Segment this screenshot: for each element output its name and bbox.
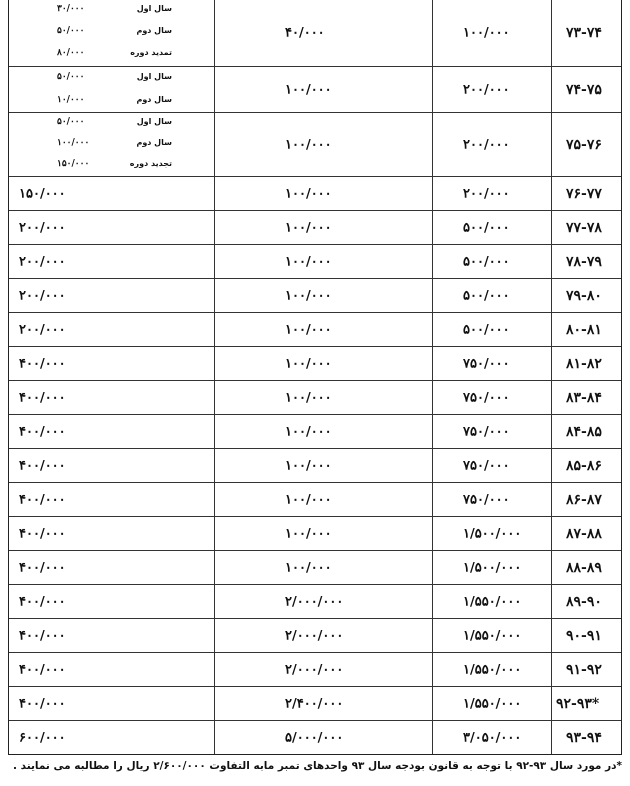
cell-col3-value: ۱۰۰/۰۰۰ — [285, 137, 332, 152]
cell-col2 — [432, 0, 551, 66]
cell-col2-value: ۱/۵۰۰/۰۰۰ — [463, 560, 522, 575]
cell-col2-value: ۵۰۰/۰۰۰ — [463, 322, 510, 337]
cell-col2 — [432, 585, 551, 618]
note-line — [9, 23, 214, 43]
cell-year-value: ۸۴-۸۵ — [566, 423, 602, 440]
cell-year-value: ۷۳-۷۴ — [566, 25, 602, 41]
cell-year — [551, 551, 621, 584]
cell-col3 — [214, 245, 432, 278]
cell-col4-value: ۲۰۰/۰۰۰ — [19, 254, 66, 269]
cell-col3-value: ۱۰۰/۰۰۰ — [285, 322, 332, 337]
cell-col4 — [9, 483, 214, 516]
cell-col4-value: ۲۰۰/۰۰۰ — [19, 288, 66, 303]
cell-col2 — [432, 381, 551, 414]
cell-col3-value: ۲/۰۰۰/۰۰۰ — [285, 594, 344, 609]
note-line — [9, 1, 214, 21]
cell-col4 — [9, 381, 214, 414]
cell-col4 — [9, 177, 214, 210]
cell-col3-value: ۲/۰۰۰/۰۰۰ — [285, 628, 344, 643]
cell-year-value: ۸۶-۸۷ — [566, 491, 602, 508]
cell-col2-value: ۱۰۰/۰۰۰ — [463, 25, 510, 41]
table-row — [9, 112, 621, 176]
cell-col3-value: ۵/۰۰۰/۰۰۰ — [285, 730, 344, 745]
note-amount: ۱۵۰/۰۰۰ — [57, 159, 90, 170]
cell-col2 — [432, 245, 551, 278]
table-row — [9, 584, 621, 618]
cell-col3 — [214, 113, 432, 176]
cell-col4 — [9, 619, 214, 652]
cell-col2-value: ۲۰۰/۰۰۰ — [463, 186, 510, 201]
table-row — [9, 278, 621, 312]
cell-col4 — [9, 517, 214, 550]
cell-col2-value: ۷۵۰/۰۰۰ — [463, 356, 510, 371]
table-row — [9, 66, 621, 112]
table-row — [9, 414, 621, 448]
cell-col2 — [432, 113, 551, 176]
cell-year — [551, 517, 621, 550]
cell-col3-value: ۱۰۰/۰۰۰ — [285, 526, 332, 541]
cell-col2-value: ۷۵۰/۰۰۰ — [463, 458, 510, 473]
cell-year — [551, 585, 621, 618]
cell-year-value: ۹۱-۹۲ — [566, 661, 602, 678]
cell-col2-value: ۲۰۰/۰۰۰ — [463, 137, 510, 152]
note-line — [9, 45, 214, 65]
cell-col4-value: ۴۰۰/۰۰۰ — [19, 390, 66, 405]
cell-col3-value: ۴۰/۰۰۰ — [285, 25, 325, 41]
cell-col4-value: ۴۰۰/۰۰۰ — [19, 458, 66, 473]
cell-col4-value: ۴۰۰/۰۰۰ — [19, 696, 66, 711]
note-amount: ۸۰/۰۰۰ — [57, 48, 85, 58]
cell-col4 — [9, 653, 214, 686]
table-row — [9, 618, 621, 652]
cell-col3-value: ۱۰۰/۰۰۰ — [285, 288, 332, 303]
cell-year — [551, 0, 621, 66]
cell-col3 — [214, 653, 432, 686]
cell-year-value: ۸۸-۸۹ — [566, 559, 602, 576]
table-row — [9, 516, 621, 550]
cell-year — [551, 415, 621, 448]
cell-year — [551, 619, 621, 652]
cell-col2 — [432, 687, 551, 720]
fee-table — [8, 0, 622, 755]
cell-col3-value: ۱۰۰/۰۰۰ — [285, 186, 332, 201]
cell-col3 — [214, 67, 432, 112]
cell-col2-value: ۲۰۰/۰۰۰ — [463, 82, 510, 97]
table-row — [9, 448, 621, 482]
cell-col3 — [214, 177, 432, 210]
table-row — [9, 720, 621, 754]
cell-col2 — [432, 67, 551, 112]
cell-year — [551, 177, 621, 210]
cell-col2-value: ۷۵۰/۰۰۰ — [463, 424, 510, 439]
note-amount: ۱۰۰/۰۰۰ — [57, 138, 90, 148]
cell-col3 — [214, 517, 432, 550]
cell-col4 — [9, 551, 214, 584]
cell-col4 — [9, 113, 214, 176]
cell-col4 — [9, 67, 214, 112]
cell-col3-value: ۲/۴۰۰/۰۰۰ — [285, 696, 344, 711]
cell-col3 — [214, 0, 432, 66]
note-line — [9, 92, 214, 112]
cell-col4 — [9, 279, 214, 312]
cell-col3 — [214, 687, 432, 720]
cell-col4 — [9, 313, 214, 346]
cell-year-value: ۷۷-۷۸ — [566, 219, 602, 236]
table-row — [9, 346, 621, 380]
cell-year-value: ۸۹-۹۰ — [566, 593, 602, 610]
cell-col2 — [432, 177, 551, 210]
cell-col2-value: ۱/۵۵۰/۰۰۰ — [463, 628, 522, 643]
table-row — [9, 686, 621, 720]
cell-col3-value: ۱۰۰/۰۰۰ — [285, 492, 332, 507]
cell-col3-value: ۱۰۰/۰۰۰ — [285, 82, 332, 97]
cell-col3-value: ۱۰۰/۰۰۰ — [285, 220, 332, 235]
cell-col4-value: ۲۰۰/۰۰۰ — [19, 220, 66, 235]
cell-year — [551, 211, 621, 244]
cell-col4 — [9, 687, 214, 720]
table-row — [9, 0, 621, 66]
cell-col2-value: ۳/۰۵۰/۰۰۰ — [463, 730, 522, 745]
cell-col3 — [214, 619, 432, 652]
cell-year — [551, 687, 621, 720]
note-label: سال دوم — [136, 26, 172, 35]
cell-col3 — [214, 313, 432, 346]
cell-year-value: ۸۵-۸۶ — [566, 457, 602, 474]
note-label: سال دوم — [136, 138, 172, 147]
cell-col2-value: ۱/۵۵۰/۰۰۰ — [463, 594, 522, 609]
cell-col4-value: ۴۰۰/۰۰۰ — [19, 560, 66, 575]
cell-year — [551, 279, 621, 312]
table-row — [9, 312, 621, 346]
cell-col2 — [432, 449, 551, 482]
note-amount: ۳۰/۰۰۰ — [57, 4, 85, 14]
cell-year-value: ۷۴-۷۵ — [566, 81, 602, 98]
note-label: سال اول — [136, 4, 172, 13]
cell-col3-value: ۲/۰۰۰/۰۰۰ — [285, 662, 344, 677]
cell-year-value: ۹۰-۹۱ — [566, 627, 602, 644]
cell-col2 — [432, 517, 551, 550]
cell-col4-value: ۴۰۰/۰۰۰ — [19, 628, 66, 643]
table-row — [9, 176, 621, 210]
table-row — [9, 652, 621, 686]
cell-year-value: ۸۱-۸۲ — [566, 355, 602, 372]
cell-col2-value: ۵۰۰/۰۰۰ — [463, 254, 510, 269]
note-amount: ۵۰/۰۰۰ — [57, 116, 85, 127]
cell-col4 — [9, 721, 214, 754]
cell-col2 — [432, 721, 551, 754]
table-row — [9, 482, 621, 516]
cell-col2 — [432, 347, 551, 380]
cell-col4 — [9, 245, 214, 278]
cell-year-value: ۷۵-۷۶ — [566, 136, 602, 153]
table-row — [9, 550, 621, 584]
cell-col3-value: ۱۰۰/۰۰۰ — [285, 424, 332, 439]
cell-col3-value: ۱۰۰/۰۰۰ — [285, 390, 332, 405]
cell-col4 — [9, 0, 214, 66]
cell-col3-value: ۱۰۰/۰۰۰ — [285, 356, 332, 371]
cell-col4-value: ۴۰۰/۰۰۰ — [19, 526, 66, 541]
cell-col3 — [214, 449, 432, 482]
note-line — [9, 114, 214, 134]
note-amount: ۵۰/۰۰۰ — [57, 71, 85, 82]
cell-col4-value: ۶۰۰/۰۰۰ — [19, 730, 66, 745]
note-label: سال دوم — [136, 94, 172, 104]
cell-year — [551, 483, 621, 516]
cell-year — [551, 721, 621, 754]
cell-year — [551, 313, 621, 346]
cell-year-value: ۷۸-۷۹ — [566, 253, 602, 270]
cell-year — [551, 381, 621, 414]
cell-col2-value: ۷۵۰/۰۰۰ — [463, 492, 510, 507]
cell-col2-value: ۷۵۰/۰۰۰ — [463, 390, 510, 405]
cell-col3 — [214, 551, 432, 584]
cell-col3 — [214, 347, 432, 380]
cell-col4 — [9, 347, 214, 380]
cell-col4 — [9, 211, 214, 244]
cell-col2-value: ۵۰۰/۰۰۰ — [463, 220, 510, 235]
note-label: سال اول — [136, 71, 172, 81]
cell-col2 — [432, 279, 551, 312]
cell-year — [551, 67, 621, 112]
cell-col3 — [214, 721, 432, 754]
cell-col2-value: ۱/۵۵۰/۰۰۰ — [463, 696, 522, 711]
cell-year — [551, 347, 621, 380]
cell-col4-value: ۴۰۰/۰۰۰ — [19, 424, 66, 439]
cell-year-value: ۸۳-۸۴ — [566, 389, 602, 406]
note-label: سال اول — [136, 116, 172, 126]
cell-col4-value: ۲۰۰/۰۰۰ — [19, 322, 66, 337]
cell-col2 — [432, 415, 551, 448]
cell-col3 — [214, 211, 432, 244]
table-row — [9, 244, 621, 278]
cell-year-value: ۷۶-۷۷ — [566, 185, 602, 202]
cell-year — [551, 449, 621, 482]
cell-col3 — [214, 415, 432, 448]
note-amount: ۱۰/۰۰۰ — [57, 94, 85, 105]
note-amount: ۵۰/۰۰۰ — [57, 26, 85, 36]
cell-col3-value: ۱۰۰/۰۰۰ — [285, 560, 332, 575]
cell-col2 — [432, 313, 551, 346]
cell-col2-value: ۱/۵۰۰/۰۰۰ — [463, 526, 522, 541]
note-line — [9, 135, 214, 155]
cell-year-value: ۸۰-۸۱ — [566, 321, 602, 338]
cell-year — [551, 245, 621, 278]
cell-col4-value: ۴۰۰/۰۰۰ — [19, 492, 66, 507]
cell-col2-value: ۱/۵۵۰/۰۰۰ — [463, 662, 522, 677]
cell-col3 — [214, 279, 432, 312]
table-row — [9, 210, 621, 244]
cell-year — [551, 113, 621, 176]
cell-col4-value: ۴۰۰/۰۰۰ — [19, 594, 66, 609]
cell-col3 — [214, 381, 432, 414]
cell-col3-value: ۱۰۰/۰۰۰ — [285, 458, 332, 473]
cell-col2 — [432, 653, 551, 686]
note-label: تمدید دوره — [130, 48, 172, 57]
cell-col2 — [432, 483, 551, 516]
note-line — [9, 69, 214, 89]
cell-col3-value: ۱۰۰/۰۰۰ — [285, 254, 332, 269]
cell-col2 — [432, 551, 551, 584]
cell-col4 — [9, 585, 214, 618]
table-row — [9, 380, 621, 414]
cell-col4 — [9, 415, 214, 448]
cell-col4 — [9, 449, 214, 482]
footnote: *در مورد سال ۹۳-۹۲ با توجه به قانون بودجه سال ۹۳ واحدهای تمبر مابه التفاوت ۲/۶۰۰/۰۰۰ ریال را مطالبه می نمایند . — [12, 760, 622, 772]
cell-col2 — [432, 211, 551, 244]
cell-col4-value: ۱۵۰/۰۰۰ — [19, 186, 66, 201]
cell-col3 — [214, 483, 432, 516]
cell-year — [551, 653, 621, 686]
note-label: تجدید دوره — [129, 159, 172, 169]
note-line — [9, 156, 214, 176]
cell-col3 — [214, 585, 432, 618]
cell-col2 — [432, 619, 551, 652]
cell-col2-value: ۵۰۰/۰۰۰ — [463, 288, 510, 303]
cell-col4-value: ۴۰۰/۰۰۰ — [19, 356, 66, 371]
cell-year-value: ۹۳-۹۴ — [566, 729, 602, 746]
cell-year-value: ۷۹-۸۰ — [566, 287, 602, 304]
cell-year-value: ۸۷-۸۸ — [566, 525, 602, 542]
cell-year-value: *۹۲-۹۳ — [556, 695, 600, 712]
cell-col4-value: ۴۰۰/۰۰۰ — [19, 662, 66, 677]
